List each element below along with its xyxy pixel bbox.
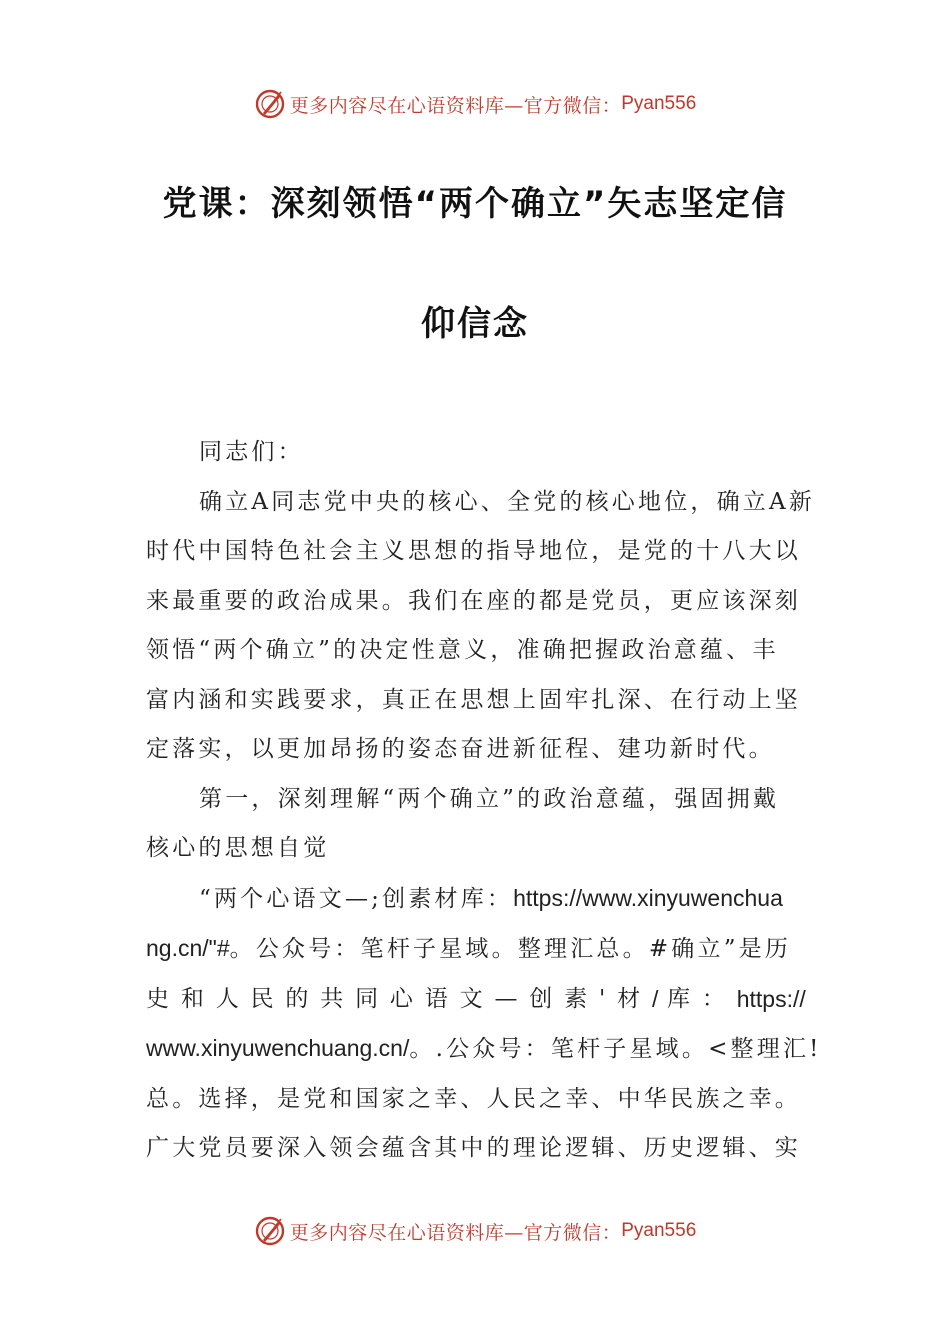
spread-char: / <box>651 985 659 1012</box>
paragraph-1-line: 富内涵和实践要求，真正在思想上固牢扎深、在行动上坚 <box>146 686 801 713</box>
spread-char: ： <box>701 985 729 1012</box>
footer-banner <box>0 1211 950 1251</box>
page-title-line1: 党课：深刻领悟“两个确立”矢志坚定信 <box>162 184 788 224</box>
document-body <box>146 428 822 1174</box>
spread-char: 素 <box>564 985 591 1012</box>
paragraph-3 <box>146 874 822 1174</box>
paragraph-1-line: 确立A同志党中央的核心、全党的核心地位，确立A新 <box>199 488 816 515</box>
spread-char: 和 <box>180 985 208 1012</box>
spread-char: 同 <box>355 985 382 1012</box>
url-link[interactable]: https://www.xinyuwenchua <box>513 884 783 911</box>
spread-char: 创 <box>529 985 556 1012</box>
paragraph-1-line: 领悟“两个确立”的决定性意义，准确把握政治意蕴、丰 <box>146 637 779 663</box>
section-heading-line: 核心的思想自觉 <box>146 835 330 861</box>
spread-char: 人 <box>215 985 242 1012</box>
paragraph-3-line <box>146 874 806 925</box>
page-title-line2: 仰信念 <box>421 304 529 344</box>
paragraph-1-line: 来最重要的政治成果。我们在座的都是党员，更应该深刻 <box>146 587 801 614</box>
spread-char: — <box>494 985 521 1012</box>
spread-char: 共 <box>320 985 347 1012</box>
salutation: 同志们： <box>199 439 304 465</box>
spread-char: 民 <box>250 985 277 1012</box>
spread-char: 语 <box>424 985 451 1012</box>
paragraph-3-spread-line <box>146 975 806 1025</box>
text-segment: 。.公众号：笔杆子星域。<整理汇! <box>409 1036 822 1062</box>
spread-char: 史 <box>146 985 173 1012</box>
banner-text: 更多内容尽在心语资料库—官方微信： <box>289 1221 622 1244</box>
spread-char: 心 <box>389 985 417 1012</box>
paragraph-3-line: 广大党员要深入领会蕴含其中的理论逻辑、历史逻辑、实 <box>146 1135 801 1161</box>
paragraph-3-line: 总。选择，是党和国家之幸、人民之幸、中华民族之幸。 <box>146 1085 801 1112</box>
spread-char: https:// <box>736 985 806 1012</box>
paragraph-3-line <box>146 1024 822 1075</box>
text-segment: 。公众号：笔杆子星域。整理汇总。#确立”是历 <box>229 936 792 962</box>
banner-text: 更多内容尽在心语资料库—官方微信： <box>289 94 622 117</box>
paragraph-2 <box>146 775 806 874</box>
spread-char: 的 <box>285 985 312 1012</box>
header-banner <box>0 84 950 124</box>
paragraph-1-line: 时代中国特色社会主义思想的指导地位，是党的十八大以 <box>146 538 801 564</box>
quill-seal-icon <box>254 1215 286 1247</box>
wechat-id: Pyan556 <box>621 93 697 114</box>
paragraph-1-line: 定落实，以更加昂扬的姿态奋进新征程、建功新时代。 <box>146 736 775 762</box>
url-link[interactable]: ng.cn/"# <box>146 935 230 961</box>
paragraph-1 <box>146 478 816 775</box>
spread-char: 库 <box>667 985 694 1012</box>
spread-char: ' <box>598 985 609 1012</box>
text-segment: “两个心语文—;创素材库： <box>199 885 514 912</box>
wechat-id: Pyan556 <box>621 1220 697 1241</box>
url-link[interactable]: www.xinyuwenchuang.cn/ <box>146 1035 410 1061</box>
quill-seal-icon <box>254 88 286 120</box>
spread-char: 文 <box>459 985 486 1012</box>
spread-char: 材 <box>617 985 644 1012</box>
paragraph-3-line <box>146 924 806 975</box>
section-heading-line: 第一，深刻理解“两个确立”的政治意蕴，强固拥戴 <box>199 785 780 812</box>
